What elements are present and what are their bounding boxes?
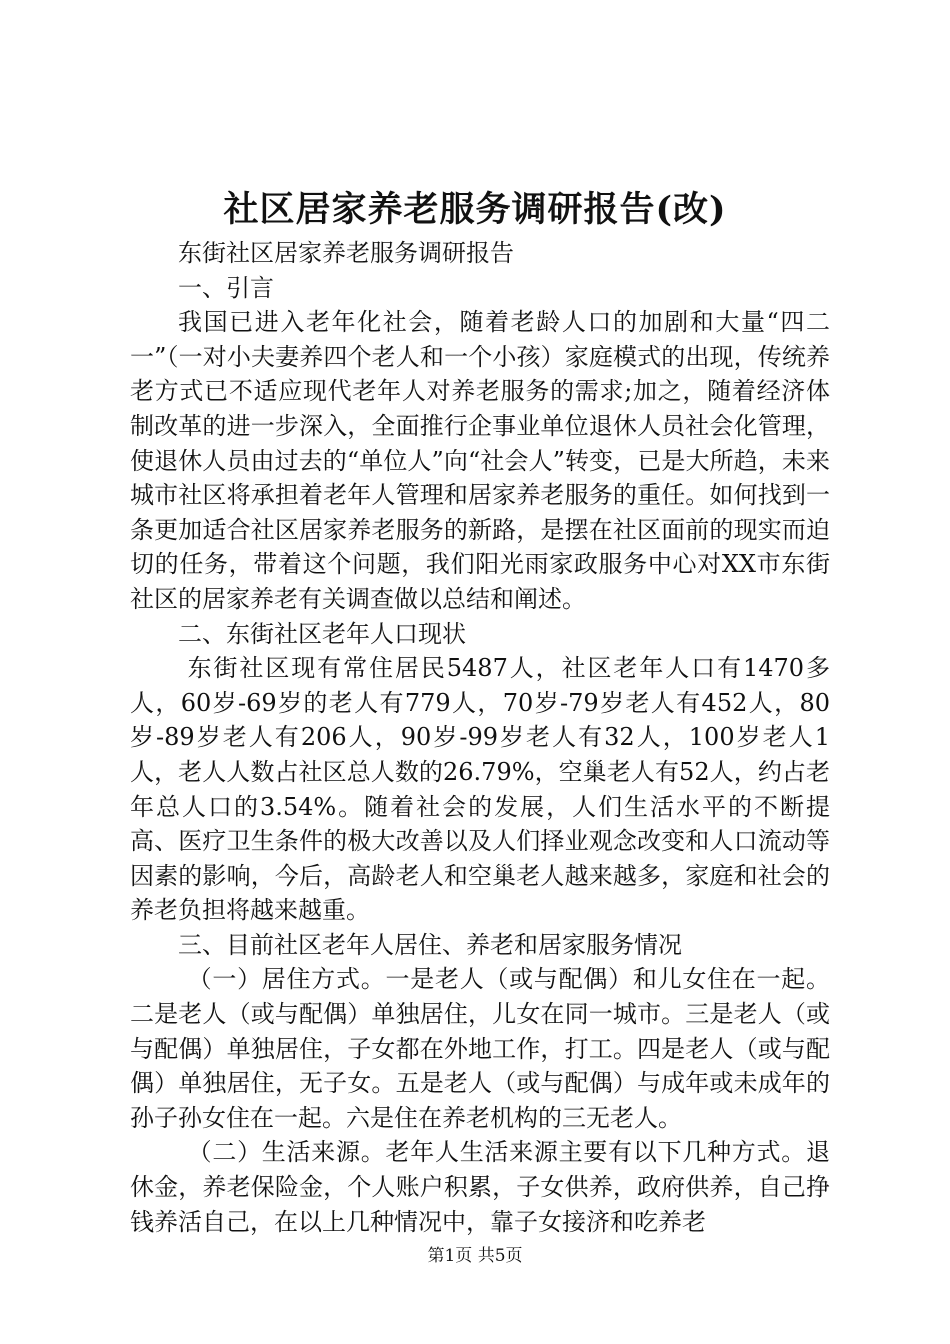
section-heading-population: 二、东街社区老年人口现状 [178,619,466,648]
population-paragraph: 东街社区现有常住居民5487人，社区老年人口有1470多人，60岁-69岁的老人有779人，70岁-79岁老人有452人，80岁-89岁老人有206人，90岁-99岁老人有32人，100岁老人1人，老人人数占社区总人数的26.79%，空巢老人有52人，约占老年总人口的3.54%。随着社会的发展，人们生活水平的不断提高、医疗卫生条件的极大改善以及人们择业观念改变和人口流动等因素的影响，今后，高龄老人和空巢老人越来越多，家庭和社会的养老负担将越来越重。 [130,654,830,925]
subtitle-paragraph: 东街社区居家养老服务调研报告 [178,239,514,267]
living-arrangement-paragraph: （一）居住方式。一是老人（或与配偶）和儿女住在一起。二是老人（或与配偶）单独居住，儿女在同一城市。三是老人（或与配偶）单独居住，子女都在外地工作，打工。四是老人（或与配偶）单独居住，无子女。五是老人（或与配偶）与成年或未成年的孙子孙女住在一起。六是住在养老机构的三无老人。 [130,965,830,1132]
document-title: 社区居家养老服务调研报告(改) [223,189,727,230]
section-heading-services: 三、目前社区老年人居住、养老和居家服务情况 [178,930,682,959]
document-body [130,236,830,1239]
income-source-paragraph: （二）生活来源。老年人生活来源主要有以下几种方式。退休金，养老保险金，个人账户积累，子女供养，政府供养，自己挣钱养活自己，在以上几种情况中，靠子女接济和吃养老 [130,1138,830,1236]
page-number: 第1页 共5页 [427,1246,523,1266]
section-heading-intro: 一、引言 [178,273,274,302]
intro-paragraph: 我国已进入老年化社会，随着老龄人口的加剧和大量“四二一”（一对小夫妻养四个老人和一个小孩）家庭模式的出现，传统养老方式已不适应现代老年人对养老服务的需求;加之，随着经济体制改革的进一步深入，全面推行企事业单位退休人员社会化管理，使退休人员由过去的“单位人”向“社会人”转变，已是大所趋，未来城市社区将承担着老年人管理和居家养老服务的重任。如何找到一条更加适合社区居家养老服务的新路，是摆在社区面前的现实而迫切的任务，带着这个问题，我们阳光雨家政服务中心对XX市东街社区的居家养老有关调查做以总结和阐述。 [130,308,830,613]
